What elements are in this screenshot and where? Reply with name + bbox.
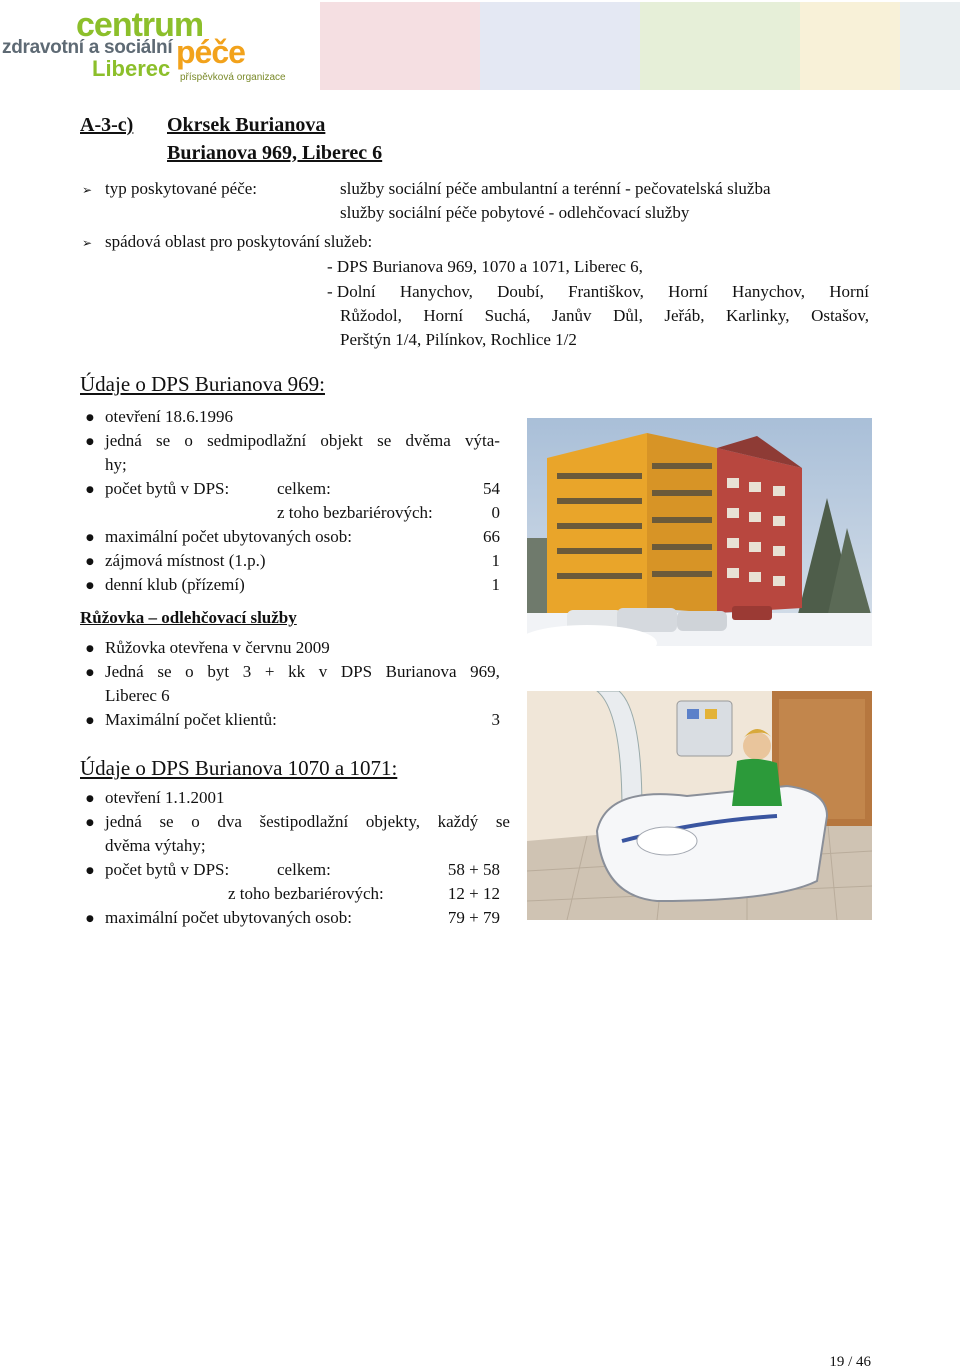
dps969-club-value: 1 xyxy=(491,575,500,594)
dps1070-building-line1 xyxy=(105,810,510,834)
ruzovka-max-value: 3 xyxy=(491,710,500,729)
bullet-dot-icon: ● xyxy=(86,533,94,543)
dps1070-building-line2: dvěma výtahy; xyxy=(105,836,206,855)
word: se xyxy=(159,812,174,831)
word: výta- xyxy=(464,431,500,450)
word: se xyxy=(157,662,172,681)
bullet-dot-icon: ● xyxy=(86,668,94,678)
bullet-dot-icon: ● xyxy=(86,818,94,828)
word: každý xyxy=(437,812,479,831)
ruzovka-title: Růžovka – odlehčovací služby xyxy=(80,608,297,627)
dps969-building-line1 xyxy=(105,429,500,453)
word: dvěma xyxy=(405,431,451,450)
word: Doubí, xyxy=(497,282,544,301)
arrow-bullet-icon: ➢ xyxy=(82,236,93,250)
care-type-line2: služby sociální péče pobytové - odlehčovací služby xyxy=(340,203,690,222)
section-title: Okrsek Burianova xyxy=(167,114,326,136)
word: o xyxy=(184,431,193,450)
dps1070-title: Údaje o DPS Burianova 1070 a 1071: xyxy=(80,756,398,780)
header-band xyxy=(640,2,800,90)
word: se xyxy=(377,431,392,450)
word: Horní xyxy=(423,306,464,325)
logo-peche: péče xyxy=(176,34,245,70)
dps969-building-line2: hy; xyxy=(105,455,127,474)
header-band xyxy=(900,2,960,90)
header-band xyxy=(480,2,640,90)
logo-organization: příspěvková organizace xyxy=(180,72,286,83)
bullet-dot-icon: ● xyxy=(86,794,94,804)
word: objekt xyxy=(320,431,363,450)
area-line3 xyxy=(340,304,869,328)
word: Jedná xyxy=(105,662,144,681)
dps1070-flats-total: 58 + 58 xyxy=(447,860,500,879)
dps969-max-value: 66 xyxy=(483,527,500,546)
word: sedmipodlažní xyxy=(207,431,307,450)
building-photo xyxy=(527,418,872,646)
area-line4: Perštýn 1/4, Pilínkov, Rochlice 1/2 xyxy=(340,330,577,349)
dps1070-max-label: maximální počet ubytovaných osob: xyxy=(105,908,352,927)
logo-centrum: centrum xyxy=(76,6,204,44)
dps969-club-label: denní klub (přízemí) xyxy=(105,575,245,594)
bath-photo xyxy=(527,691,872,920)
area-line2 xyxy=(327,280,869,304)
dps969-flats-barrier-label: z toho bezbariérových: xyxy=(277,503,433,522)
word: se xyxy=(156,431,171,450)
word: Františkov, xyxy=(568,282,644,301)
ruzovka-max-label: Maximální počet klientů: xyxy=(105,710,277,729)
dps969-flats-total: 54 xyxy=(483,479,500,498)
dps969-flats-total-label: celkem: xyxy=(277,479,331,498)
dps969-max-label: maximální počet ubytovaných osob: xyxy=(105,527,352,546)
word: Ostašov, xyxy=(811,306,869,325)
dps1070-opened: otevření 1.1.2001 xyxy=(105,788,225,807)
header-band xyxy=(800,2,900,90)
word: 969, xyxy=(470,662,500,681)
bullet-dot-icon: ● xyxy=(86,437,94,447)
care-type-line1: služby sociální péče ambulantní a terénní - pečovatelská služba xyxy=(340,179,771,198)
area-label: spádová oblast pro poskytování služeb: xyxy=(105,232,373,251)
word: DPS xyxy=(340,662,373,681)
section-code: A-3-c) xyxy=(80,114,134,136)
word: Burianova xyxy=(385,662,457,681)
word: v xyxy=(318,662,328,681)
dps969-title: Údaje o DPS Burianova 969: xyxy=(80,372,325,396)
dps1070-flats-barrier: 12 + 12 xyxy=(447,884,500,903)
bullet-dot-icon: ● xyxy=(86,644,94,654)
word: šestipodlažní xyxy=(259,812,349,831)
dps1070-max-value: 79 + 79 xyxy=(447,908,500,927)
word: jedná xyxy=(105,812,142,831)
section-address: Burianova 969, Liberec 6 xyxy=(167,142,383,164)
bullet-dot-icon: ● xyxy=(86,413,94,423)
dps969-flats-label: počet bytů v DPS: xyxy=(105,479,230,498)
ruzovka-item2-line2: Liberec 6 xyxy=(105,686,170,705)
dps1070-flats-label: počet bytů v DPS: xyxy=(105,860,230,879)
word: Hanychov, xyxy=(732,282,806,301)
word: o xyxy=(191,812,200,831)
header-band xyxy=(320,2,480,90)
ruzovka-item1: Růžovka otevřena v červnu 2009 xyxy=(105,638,330,657)
word: Růžodol, xyxy=(340,306,402,325)
logo-liberec: Liberec xyxy=(92,56,171,81)
word: kk xyxy=(288,662,306,681)
word: Hanychov, xyxy=(399,282,473,301)
word: + xyxy=(264,662,275,681)
word: Janův xyxy=(551,306,592,325)
word: jedná xyxy=(105,431,142,450)
page-number: 19 / 46 xyxy=(829,1354,871,1370)
dps969-flats-barrier: 0 xyxy=(491,503,500,522)
ruzovka-item2-line1 xyxy=(105,660,500,684)
arrow-bullet-icon: ➢ xyxy=(82,183,93,197)
bullet-dot-icon: ● xyxy=(86,557,94,567)
dps1070-flats-barrier-label: z toho bezbariérových: xyxy=(228,884,384,903)
word: Důl, xyxy=(613,306,643,325)
word: Jeřáb, xyxy=(664,306,705,325)
dps1070-flats-total-label: celkem: xyxy=(277,860,331,879)
word: Horní xyxy=(668,282,708,301)
dps969-room-label: zájmová místnost (1.p.) xyxy=(105,551,266,570)
care-type-label: typ poskytované péče: xyxy=(105,179,258,198)
bullet-dot-icon: ● xyxy=(86,866,94,876)
dps969-room-value: 1 xyxy=(491,551,500,570)
word: 3 xyxy=(242,662,252,681)
word: se xyxy=(495,812,510,831)
word: Suchá, xyxy=(484,306,531,325)
word: objekty, xyxy=(365,812,420,831)
area-line1: - DPS Burianova 969, 1070 a 1071, Liberec 6, xyxy=(327,257,643,276)
word: Karlinky, xyxy=(725,306,790,325)
word: - Dolní xyxy=(327,282,376,301)
word: dva xyxy=(217,812,242,831)
word: byt xyxy=(207,662,230,681)
bullet-dot-icon: ● xyxy=(86,716,94,726)
dps969-opened: otevření 18.6.1996 xyxy=(105,407,233,426)
bullet-dot-icon: ● xyxy=(86,581,94,591)
bullet-dot-icon: ● xyxy=(86,914,94,924)
logo-subtitle: zdravotní a sociální xyxy=(2,37,173,58)
word: o xyxy=(185,662,194,681)
word: Horní xyxy=(829,282,869,301)
bullet-dot-icon: ● xyxy=(86,485,94,495)
